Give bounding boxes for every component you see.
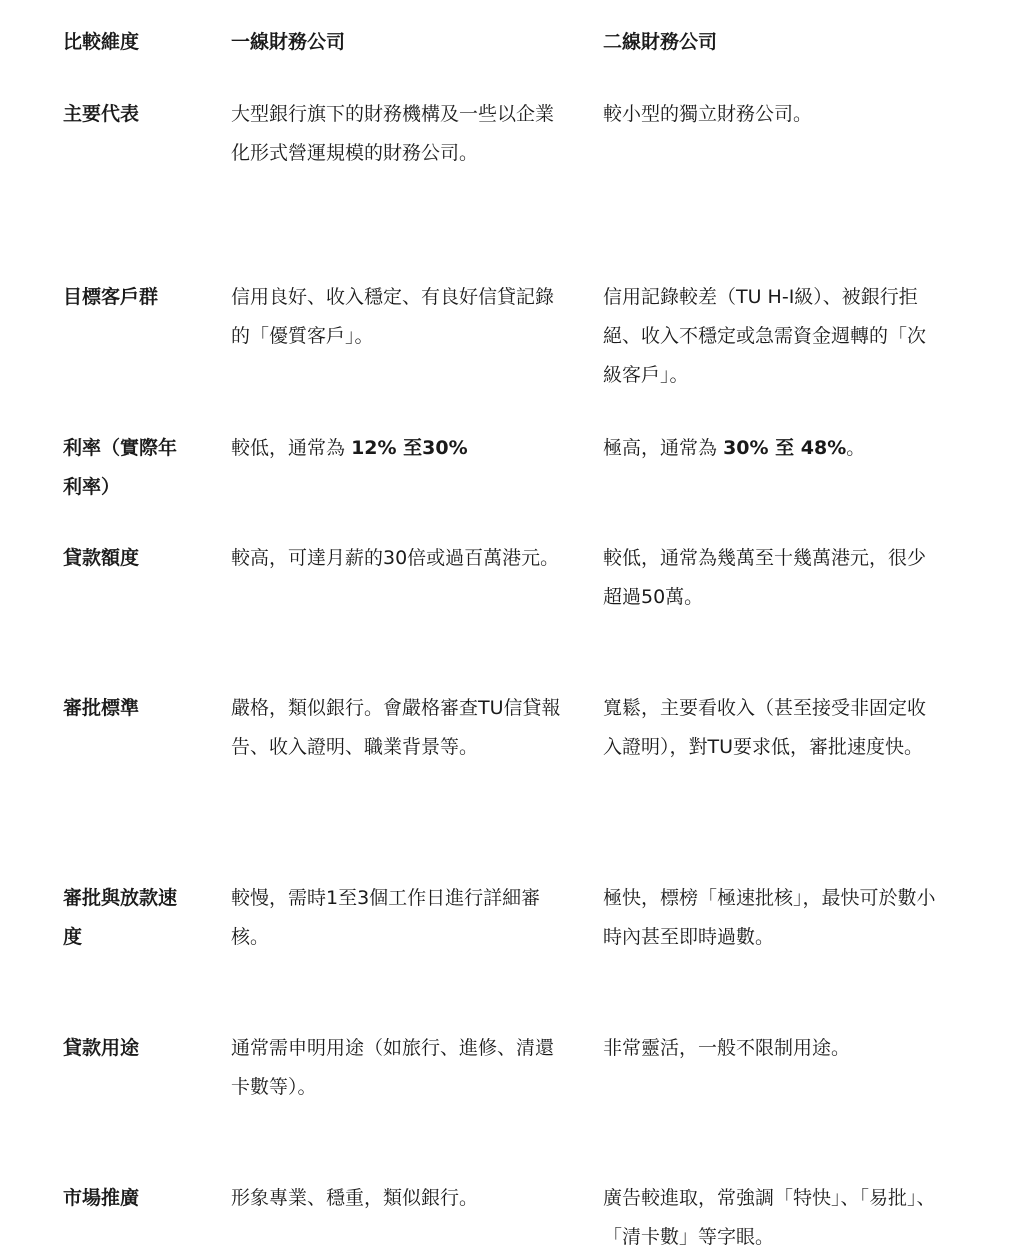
row-label: 審批標準	[63, 697, 140, 719]
rate-range: 12% 至30%	[351, 437, 468, 459]
first-tier-cell: 大型銀行旗下的財務機構及一些以企業化形式營運規模的財務公司。	[231, 103, 555, 164]
first-tier-cell: 通常需申明用途（如旅行、進修、清還卡數等）。	[231, 1037, 555, 1098]
row-label: 市場推廣	[63, 1187, 140, 1209]
rate-range: 30% 至 48%	[723, 437, 847, 459]
header-first-tier: 一線財務公司	[231, 31, 346, 53]
header-dimension: 比較維度	[63, 31, 140, 53]
first-tier-cell: 信用良好、收入穩定、有良好信貸記錄的「優質客戶」。	[231, 286, 555, 347]
second-tier-cell	[603, 429, 943, 468]
second-tier-cell: 較小型的獨立財務公司。	[603, 103, 813, 125]
second-tier-cell: 較低，通常為幾萬至十幾萬港元，很少超過50萬。	[603, 547, 927, 608]
first-tier-cell: 較高，可達月薪的30倍或過百萬港元。	[231, 547, 560, 569]
rate-suffix: 。	[846, 437, 866, 459]
rate-text: 較低，通常為	[231, 437, 346, 459]
first-tier-cell: 形象專業、穩重，類似銀行。	[231, 1187, 479, 1209]
first-tier-cell: 嚴格，類似銀行。會嚴格審查TU信貸報告、收入證明、職業背景等。	[231, 697, 561, 758]
row-label: 利率（實際年利率）	[63, 437, 178, 498]
row-label: 貸款額度	[63, 547, 140, 569]
second-tier-cell: 寬鬆，主要看收入（甚至接受非固定收入證明），對TU要求低，審批速度快。	[603, 697, 927, 758]
row-label: 貸款用途	[63, 1037, 140, 1059]
second-tier-cell: 廣告較進取，常強調「特快」、「易批」、「清卡數」等字眼。	[603, 1187, 936, 1248]
rate-text: 極高，通常為	[603, 437, 718, 459]
first-tier-cell: 較慢，需時1至3個工作日進行詳細審核。	[231, 887, 541, 948]
first-tier-cell	[231, 429, 571, 468]
second-tier-cell: 極快，標榜「極速批核」，最快可於數小時內甚至即時過數。	[603, 887, 936, 948]
row-label: 審批與放款速度	[63, 887, 178, 948]
second-tier-cell: 非常靈活，一般不限制用途。	[603, 1037, 851, 1059]
row-label: 目標客戶群	[63, 286, 159, 308]
second-tier-cell: 信用記錄較差（TU H-I級）、被銀行拒絕、收入不穩定或急需資金週轉的「次級客戶」。	[603, 286, 927, 386]
row-label: 主要代表	[63, 103, 140, 125]
header-second-tier: 二線財務公司	[603, 31, 718, 53]
